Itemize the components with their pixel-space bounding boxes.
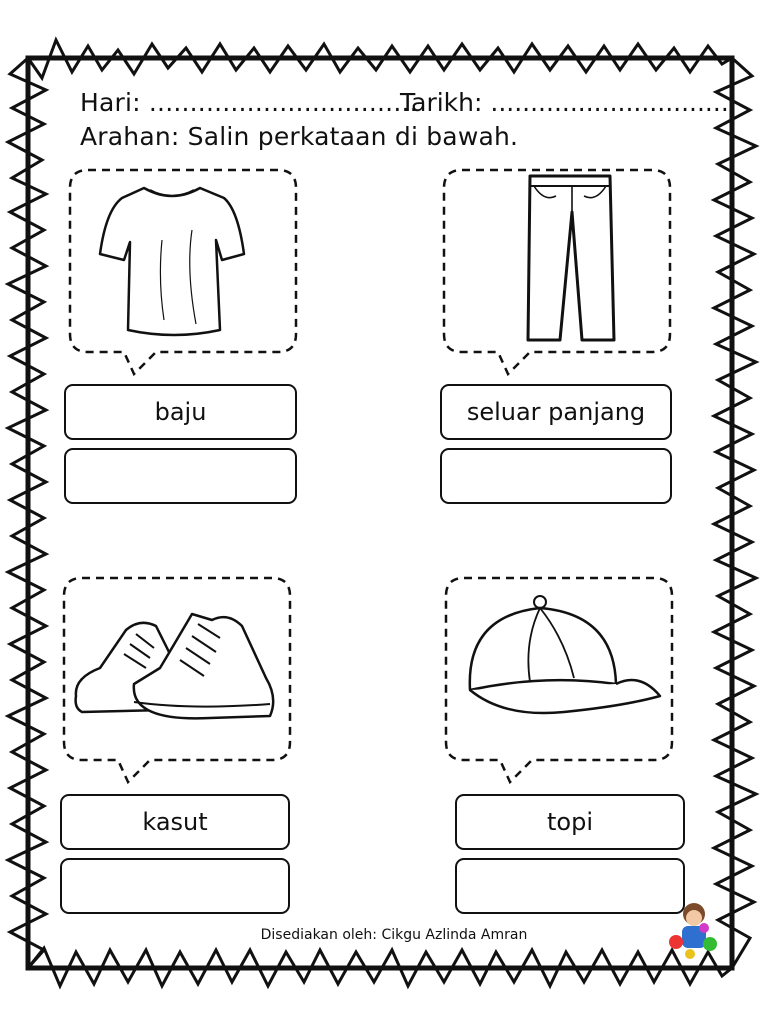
write-box-topi[interactable] (455, 858, 685, 914)
write-box-kasut[interactable] (60, 858, 290, 914)
cap-icon (464, 592, 664, 732)
author-mascot-icon (668, 898, 718, 960)
picture-card-topi (444, 574, 676, 788)
word-box-topi: topi (455, 794, 685, 850)
write-box-baju[interactable] (64, 448, 297, 504)
date-label: Tarikh: .............................. (400, 88, 729, 117)
instruction-text: Arahan: Salin perkataan di bawah. (80, 122, 519, 151)
picture-card-seluar (442, 166, 674, 380)
word-box-baju: baju (64, 384, 297, 440)
day-label: Hari: ................................. (80, 88, 418, 117)
word-box-kasut: kasut (60, 794, 290, 850)
shoes-icon (70, 598, 280, 728)
write-box-seluar-panjang[interactable] (440, 448, 672, 504)
picture-card-baju (68, 166, 300, 380)
credit-text: Disediakan oleh: Cikgu Azlinda Amran (260, 927, 528, 943)
trousers-icon (520, 172, 620, 346)
word-box-seluar-panjang: seluar panjang (440, 384, 672, 440)
tshirt-icon (92, 180, 252, 340)
picture-card-kasut (62, 574, 294, 788)
